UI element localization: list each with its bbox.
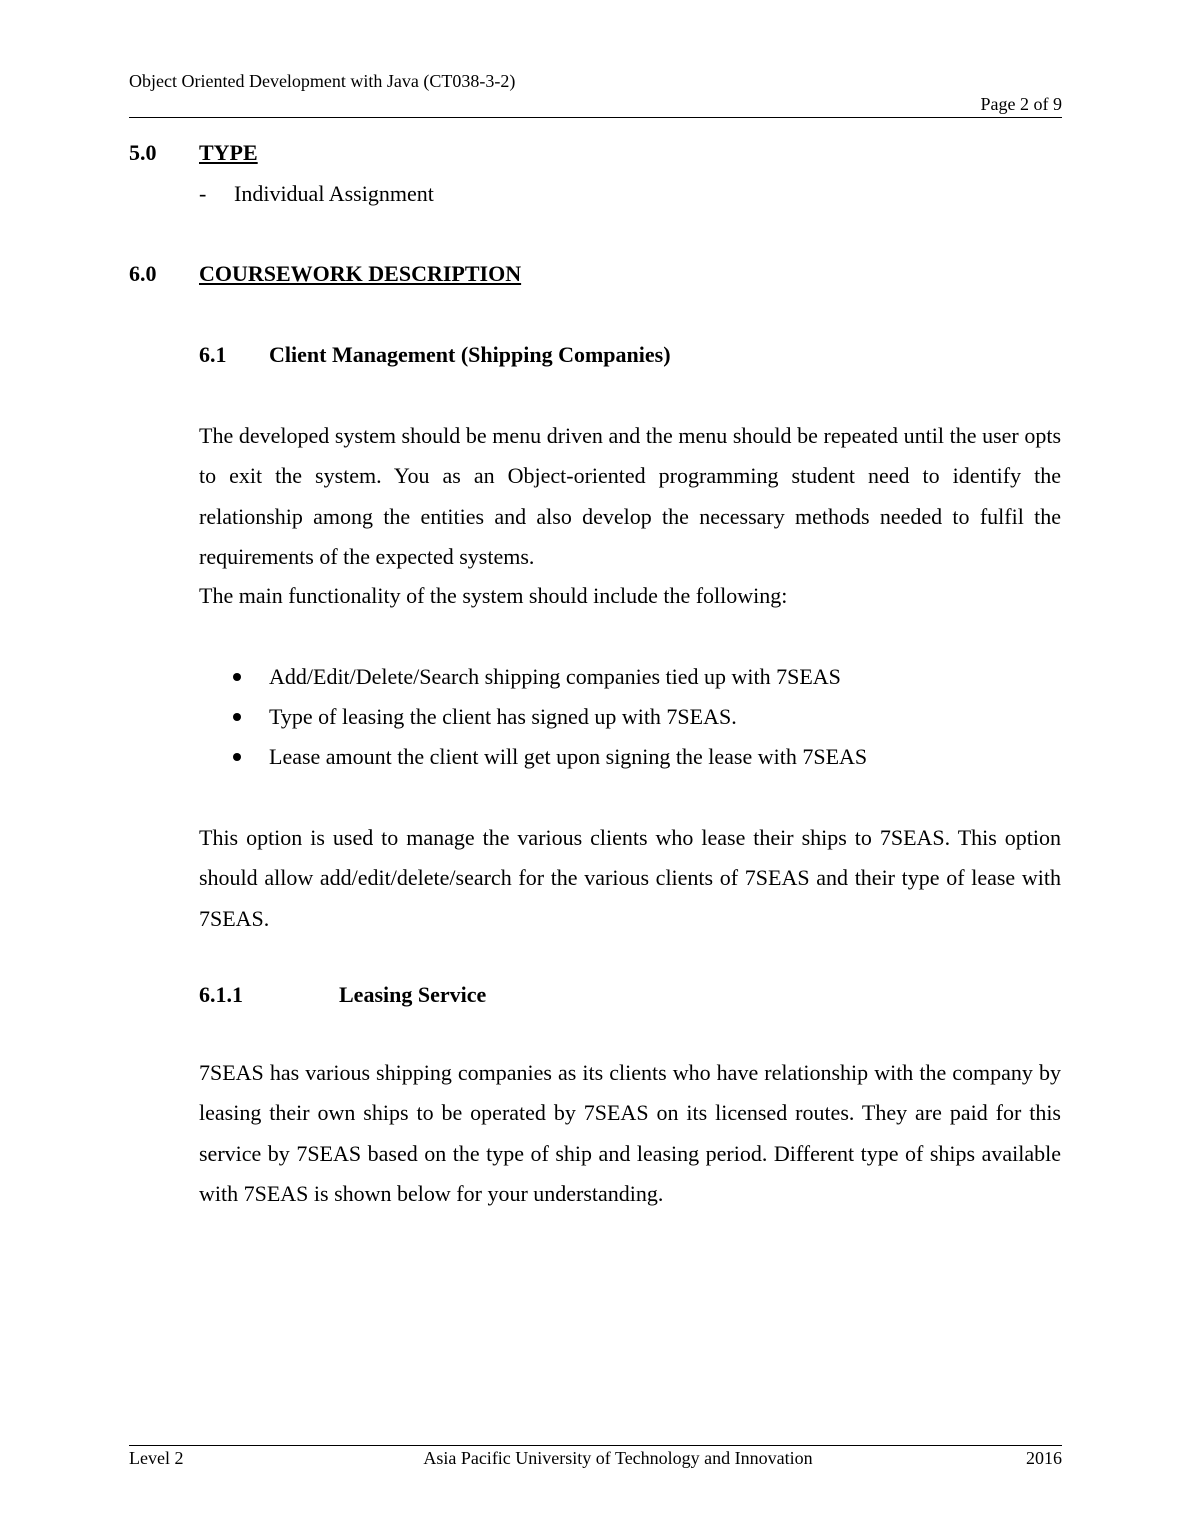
footer-year: 2016: [1026, 1448, 1062, 1468]
section-6-1-1-paragraph: 7SEAS has various shipping companies as its clients who have relationship with the company by leasing their own ships to be operated by 7SEAS on its licensed routes. They are paid for this service by 7SEAS based on the type of ship and leasing period. Different type of ships available with 7SEAS is shown below for your understanding.: [199, 1060, 1061, 1206]
header-page-number: Page 2 of 9: [980, 94, 1062, 114]
bullet-item-1: Add/Edit/Delete/Search shipping companies tied up with 7SEAS: [269, 664, 841, 689]
bullet-item-3: Lease amount the client will get upon signing the lease with 7SEAS: [269, 744, 868, 769]
bullet-item-2: Type of leasing the client has signed up with 7SEAS.: [269, 704, 737, 729]
section-6-1-1-title: Leasing Service: [339, 982, 487, 1007]
section-6-1-1-number: 6.1.1: [199, 982, 243, 1007]
footer-institution: Asia Pacific University of Technology and Innovation: [423, 1448, 813, 1468]
bullet-dot-3: [233, 753, 241, 761]
header-divider: [129, 117, 1062, 118]
section-6-1-paragraph-2: The main functionality of the system should include the following:: [199, 583, 788, 608]
section-6-number: 6.0: [129, 261, 157, 286]
section-6-1-paragraph-1: The developed system should be menu driven and the menu should be repeated until the user opts to exit the system. You as an Object-oriented programming student need to identify the relationship among the entities and also develop the necessary methods needed to fulfil the requirements of the expected systems.: [199, 423, 1061, 569]
section-5-item: Individual Assignment: [234, 181, 434, 206]
footer-level: Level 2: [129, 1448, 184, 1468]
section-5-item-dash: -: [199, 181, 207, 206]
section-5-title: TYPE: [199, 140, 258, 165]
section-6-1-paragraph-3: This option is used to manage the various clients who lease their ships to 7SEAS. This option should allow add/edit/delete/search for the various clients of 7SEAS and their type of lease with 7SEAS.: [199, 825, 1061, 931]
footer-divider: [129, 1445, 1062, 1446]
bullet-dot-2: [233, 713, 241, 721]
bullet-dot-1: [233, 673, 241, 681]
section-6-title: COURSEWORK DESCRIPTION: [199, 261, 522, 286]
section-5-number: 5.0: [129, 140, 157, 165]
section-6-1-number: 6.1: [199, 342, 227, 367]
header-course-title: Object Oriented Development with Java (CT038-3-2): [129, 71, 516, 91]
section-6-1-title: Client Management (Shipping Companies): [269, 342, 671, 367]
